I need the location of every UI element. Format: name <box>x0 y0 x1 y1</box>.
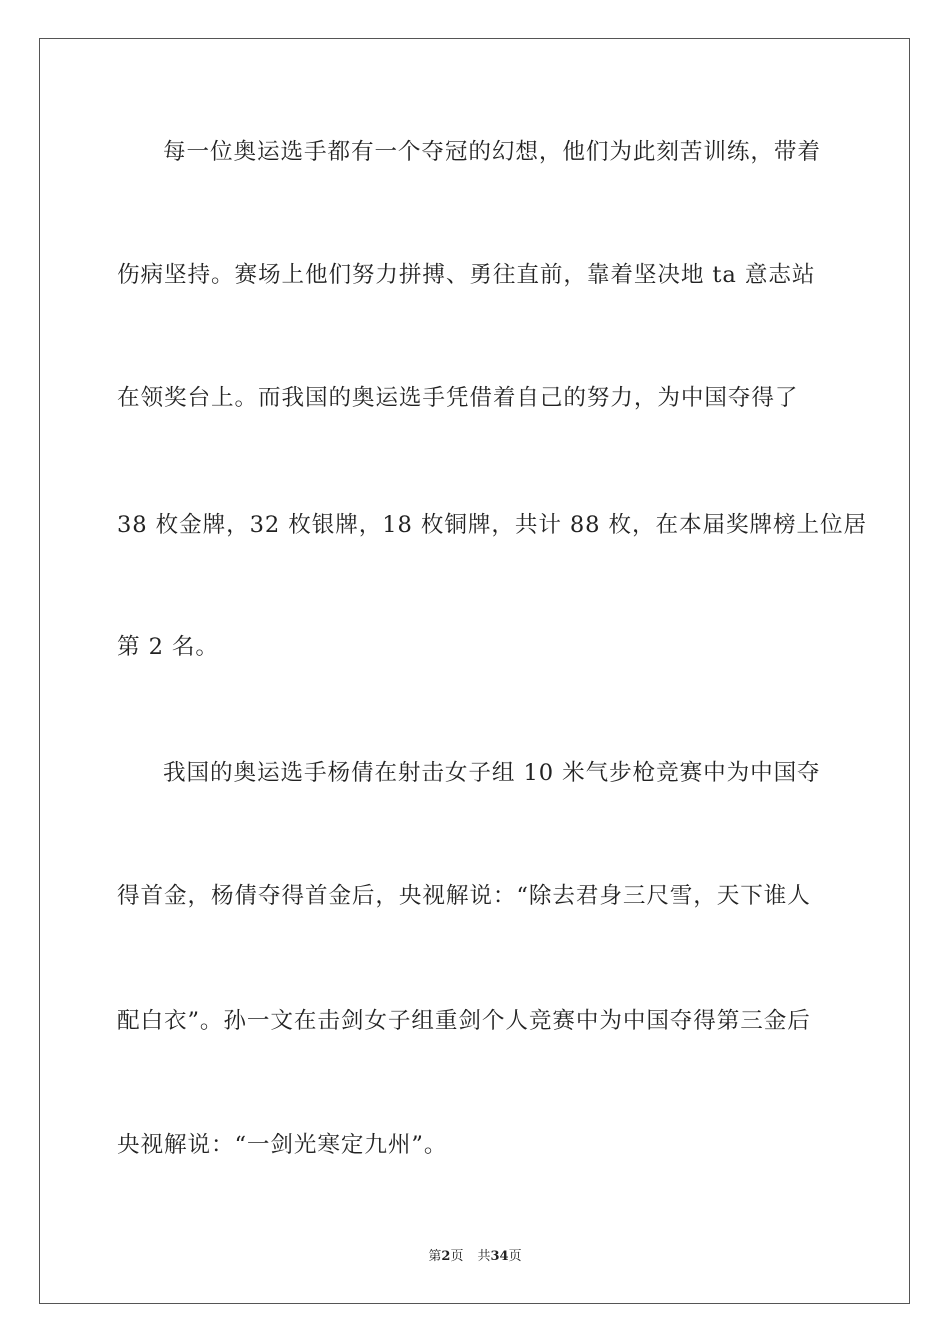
body-line-6: 我国的奥运选手杨倩在射击女子组 10 米气步枪竞赛中为中国夺 <box>163 760 821 786</box>
body-line-5: 第 2 名。 <box>117 634 219 660</box>
body-line-9: 央视解说：“一剑光寒定九州”。 <box>117 1132 448 1158</box>
footer-page-prefix: 第 <box>428 1249 442 1264</box>
footer-total-prefix: 共 <box>477 1249 491 1264</box>
body-line-8: 配白衣”。孙一文在击剑女子组重剑个人竞赛中为中国夺得第三金后 <box>117 1008 811 1034</box>
page-footer <box>0 1249 950 1265</box>
footer-total-pages: 34 <box>490 1249 509 1264</box>
footer-page-suffix: 页 <box>450 1249 464 1264</box>
page-frame <box>39 38 910 1304</box>
footer-page-number: 2 <box>441 1249 451 1264</box>
body-line-1: 每一位奥运选手都有一个夺冠的幻想，他们为此刻苦训练，带着 <box>163 139 821 165</box>
body-line-7: 得首金，杨倩夺得首金后，央视解说：“除去君身三尺雪，天下谁人 <box>117 883 811 909</box>
footer-total-suffix: 页 <box>508 1249 522 1264</box>
body-line-2: 伤病坚持。赛场上他们努力拼搏、勇往直前，靠着坚决地 ta 意志站 <box>117 262 816 288</box>
body-line-3: 在领奖台上。而我国的奥运选手凭借着自己的努力，为中国夺得了 <box>117 385 799 411</box>
body-line-4: 38 枚金牌，32 枚银牌，18 枚铜牌，共计 88 枚，在本届奖牌榜上位居 <box>117 512 867 538</box>
